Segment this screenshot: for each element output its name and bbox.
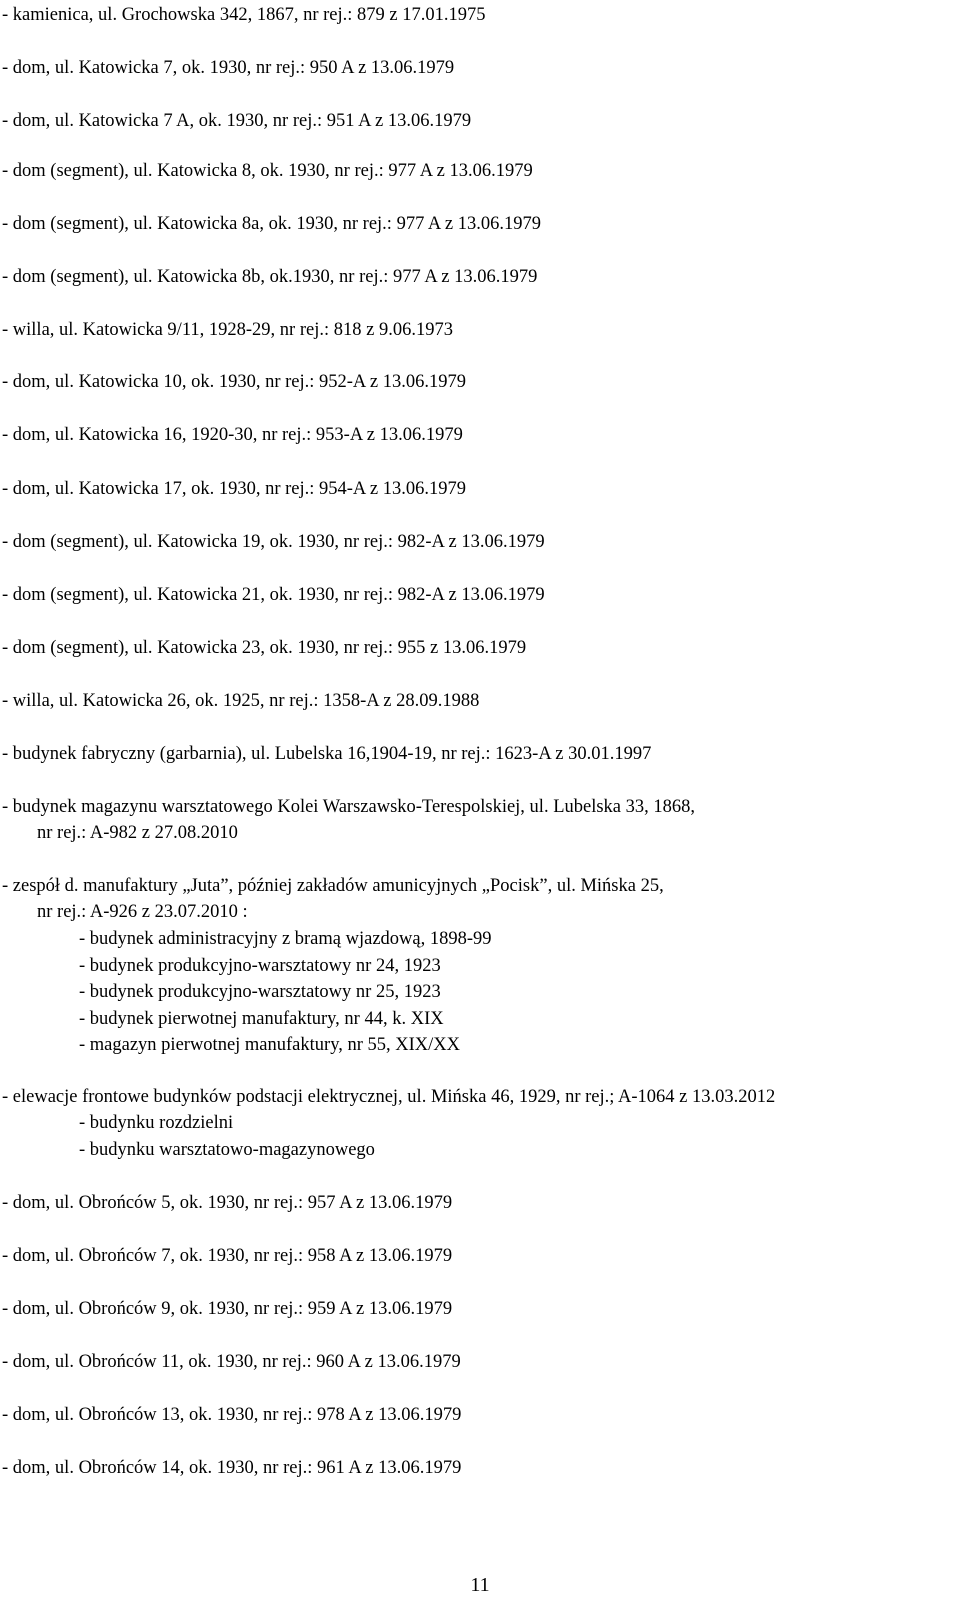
sub-list-item: - budynek produkcyjno-warsztatowy nr 24, 1923 [79,956,441,976]
list-item: - dom, ul. Obrońców 14, ok. 1930, nr rej.: 961 A z 13.06.1979 [2,1458,462,1478]
list-item: - dom, ul. Katowicka 10, ok. 1930, nr rej.: 952-A z 13.06.1979 [2,372,466,392]
list-item: - kamienica, ul. Grochowska 342, 1867, nr rej.: 879 z 17.01.1975 [2,5,486,25]
list-item: - elewacje frontowe budynków podstacji elektrycznej, ul. Mińska 46, 1929, nr rej.; A-1064 z 13.03.2012 [2,1087,776,1107]
list-item: - dom, ul. Katowicka 7, ok. 1930, nr rej.: 950 A z 13.06.1979 [2,58,455,78]
list-item: - willa, ul. Katowicka 26, ok. 1925, nr rej.: 1358-A z 28.09.1988 [2,691,480,711]
list-item: - dom, ul. Obrońców 9, ok. 1930, nr rej.: 959 A z 13.06.1979 [2,1299,453,1319]
list-item: - dom (segment), ul. Katowicka 21, ok. 1930, nr rej.: 982-A z 13.06.1979 [2,585,545,605]
list-item: - dom, ul. Obrońców 11, ok. 1930, nr rej.: 960 A z 13.06.1979 [2,1352,461,1372]
list-item: - dom (segment), ul. Katowicka 8a, ok. 1930, nr rej.: 977 A z 13.06.1979 [2,214,541,234]
list-item: - dom (segment), ul. Katowicka 19, ok. 1930, nr rej.: 982-A z 13.06.1979 [2,532,545,552]
list-item-continuation: nr rej.: A-926 z 23.07.2010 : [37,902,248,922]
list-item: - budynek magazynu warsztatowego Kolei Warszawsko-Terespolskiej, ul. Lubelska 33, 1868, [2,797,696,817]
list-item: - willa, ul. Katowicka 9/11, 1928-29, nr rej.: 818 z 9.06.1973 [2,320,453,340]
list-item: - dom (segment), ul. Katowicka 8, ok. 1930, nr rej.: 977 A z 13.06.1979 [2,161,533,181]
list-item: - dom, ul. Katowicka 16, 1920-30, nr rej.: 953-A z 13.06.1979 [2,425,463,445]
list-item: - dom, ul. Obrońców 13, ok. 1930, nr rej.: 978 A z 13.06.1979 [2,1405,462,1425]
sub-list-item: - budynku rozdzielni [79,1113,234,1133]
list-item: - dom (segment), ul. Katowicka 23, ok. 1930, nr rej.: 955 z 13.06.1979 [2,638,527,658]
sub-list-item: - budynek produkcyjno-warsztatowy nr 25, 1923 [79,982,441,1002]
sub-list-item: - budynek pierwotnej manufaktury, nr 44, k. XIX [79,1009,444,1029]
list-item-continuation: nr rej.: A-982 z 27.08.2010 [37,823,238,843]
list-item: - zespół d. manufaktury „Juta”, później zakładów amunicyjnych „Pocisk”, ul. Mińska 25, [2,876,664,896]
list-item: - budynek fabryczny (garbarnia), ul. Lubelska 16,1904-19, nr rej.: 1623-A z 30.01.1997 [2,744,652,764]
list-item: - dom, ul. Obrońców 7, ok. 1930, nr rej.: 958 A z 13.06.1979 [2,1246,453,1266]
list-item: - dom, ul. Katowicka 17, ok. 1930, nr rej.: 954-A z 13.06.1979 [2,479,466,499]
sub-list-item: - budynek administracyjny z bramą wjazdową, 1898-99 [79,929,492,949]
page-number: 11 [470,1574,490,1596]
list-item: - dom, ul. Obrońców 5, ok. 1930, nr rej.: 957 A z 13.06.1979 [2,1193,453,1213]
list-item: - dom (segment), ul. Katowicka 8b, ok.1930, nr rej.: 977 A z 13.06.1979 [2,267,538,287]
sub-list-item: - magazyn pierwotnej manufaktury, nr 55, XIX/XX [79,1035,461,1055]
sub-list-item: - budynku warsztatowo-magazynowego [79,1140,375,1160]
list-item: - dom, ul. Katowicka 7 A, ok. 1930, nr rej.: 951 A z 13.06.1979 [2,111,472,131]
